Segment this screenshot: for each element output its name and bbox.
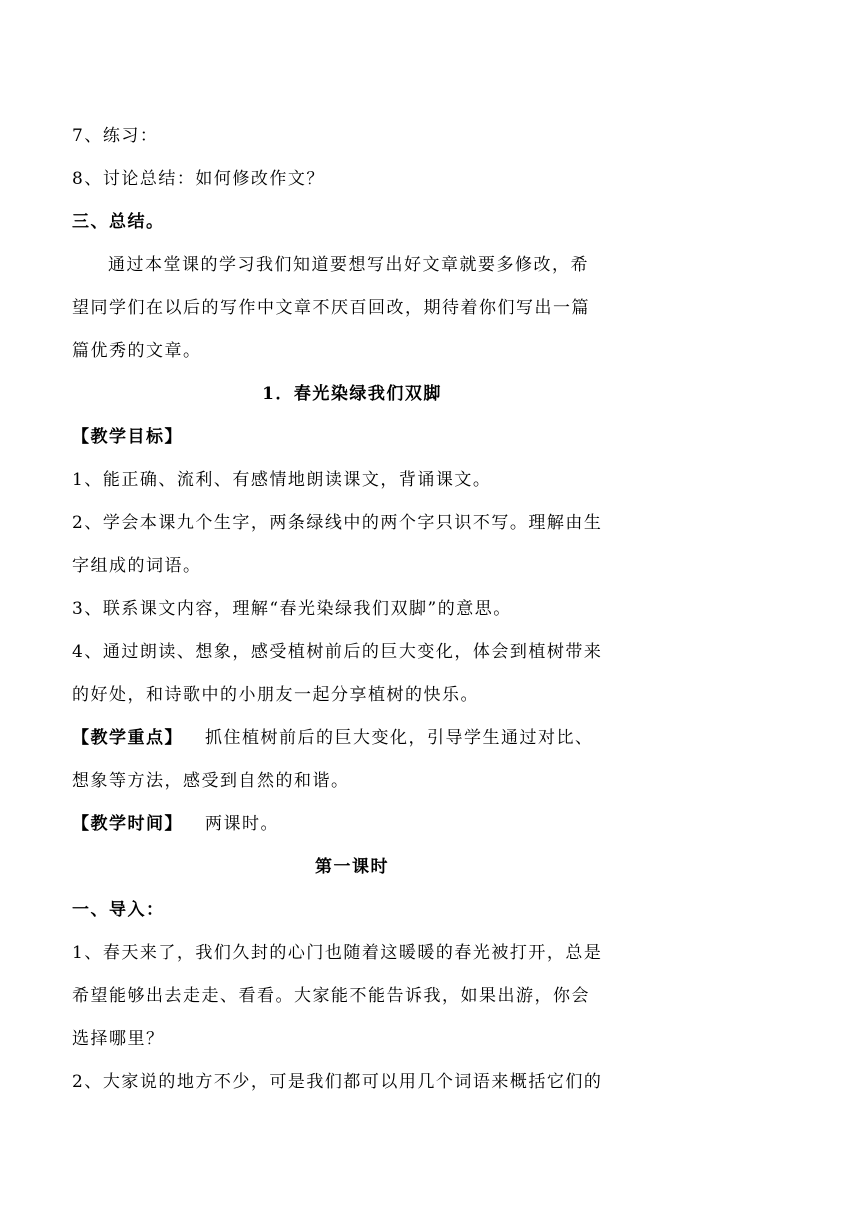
text-line: 的好处，和诗歌中的小朋友一起分享植树的快乐。 — [72, 685, 479, 705]
text-line: 7、练习： — [72, 126, 159, 146]
section-text: 两课时。 — [205, 814, 279, 834]
section-label: 【教学时间】 — [72, 814, 183, 834]
section-heading: 【教学目标】 — [72, 427, 183, 447]
paragraph-line: 望同学们在以后的写作中文章不厌百回改，期待着你们写出一篇 — [72, 298, 590, 318]
text-line: 8、讨论总结：如何修改作文？ — [72, 169, 325, 189]
document-page — [72, 115, 632, 1104]
paragraph-line: 篇优秀的文章。 — [72, 341, 202, 361]
section-text: 抓住植树前后的巨大变化，引导学生通过对比、 — [205, 728, 594, 748]
text-line: 字组成的词语。 — [72, 556, 202, 576]
text-line: 2、大家说的地方不少，可是我们都可以用几个词语来概括它们的 — [72, 1072, 603, 1092]
text-line: 4、通过朗读、想象，感受植树前后的巨大变化，体会到植树带来 — [72, 642, 603, 662]
paragraph-line: 通过本堂课的学习我们知道要想写出好文章就要多修改，希 — [108, 255, 589, 275]
text-line: 希望能够出去走走、看看。大家能不能告诉我，如果出游，你会 — [72, 986, 590, 1006]
text-line: 1、能正确、流利、有感情地朗读课文，背诵课文。 — [72, 470, 492, 490]
text-line: 想象等方法，感受到自然的和谐。 — [72, 771, 350, 791]
text-line: 1、春天来了，我们久封的心门也随着这暖暖的春光被打开，总是 — [72, 943, 603, 963]
text-line: 2、学会本课九个生字，两条绿线中的两个字只识不写。理解由生 — [72, 513, 603, 533]
section-heading: 一、导入： — [72, 900, 165, 920]
section-heading: 三、总结。 — [72, 212, 165, 232]
lesson-title: 1．春光染绿我们双脚 — [262, 384, 442, 404]
text-line: 选择哪里？ — [72, 1029, 165, 1049]
subsection-title: 第一课时 — [315, 857, 389, 877]
text-line: 3、联系课文内容，理解“春光染绿我们双脚”的意思。 — [72, 599, 512, 619]
text-line — [72, 717, 632, 760]
section-label: 【教学重点】 — [72, 728, 183, 748]
text-line — [72, 803, 632, 846]
